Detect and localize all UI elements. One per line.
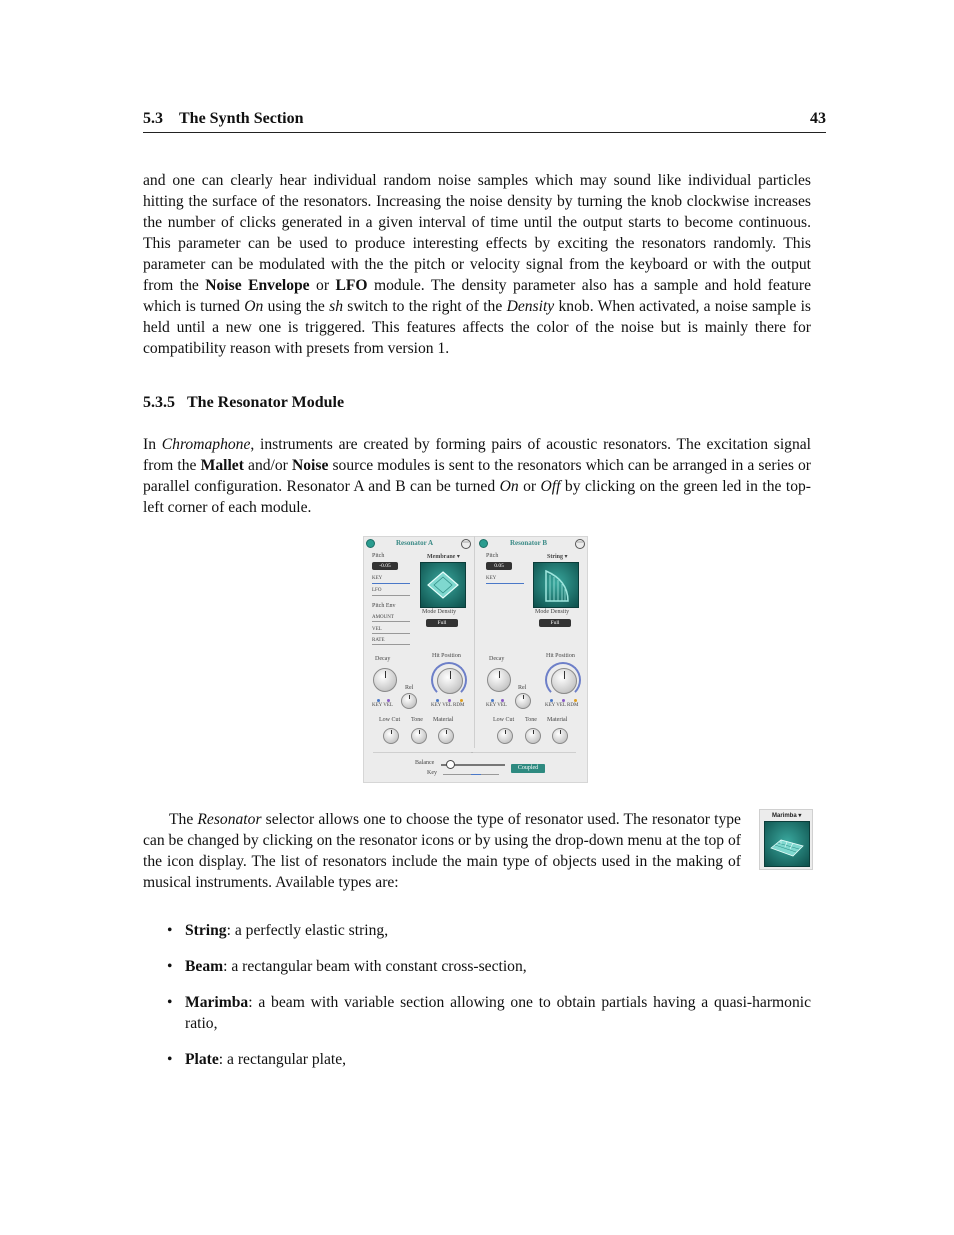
resonator-a-vel-label: VEL (372, 627, 382, 632)
text-run: knob. When activated, a noise sample is held until a new one is triggered. This features affects the color of the noise but is mainly there for compatibility reason with presets from version 1. (143, 298, 811, 357)
text-run: On (244, 298, 264, 315)
resonator-b-hit-vel-dot (562, 699, 565, 702)
resonator-a-lfo-slider[interactable] (372, 595, 410, 596)
text-run: module. The density parameter also has a sample and hold feature which is turned (143, 277, 811, 315)
resonator-a-type-dropdown[interactable]: Membrane ▾ (427, 554, 460, 560)
resonator-b-key-slider[interactable] (486, 583, 524, 584)
resonator-b-material-label: Material (547, 717, 568, 723)
resonator-a-hit-vel-dot (448, 699, 451, 702)
resonator-a-vel-dot (387, 699, 390, 702)
resonator-b-hit-rdm-dot (574, 699, 577, 702)
type-description: : a rectangular plate, (218, 1051, 347, 1068)
text-run: or (518, 478, 541, 495)
resonator-b-decay-mod-labels: KEY VEL (486, 703, 507, 708)
coupled-button[interactable]: Coupled (511, 764, 545, 773)
resonator-a-mode-density-label: Mode Density (422, 609, 457, 615)
text-run: Mallet (200, 457, 244, 474)
text-run: switch to the right of the (343, 298, 507, 315)
resonator-a-hit-position-label: Hit Position (432, 653, 461, 659)
running-header (143, 110, 826, 133)
resonator-a-hit-position-knob[interactable] (437, 668, 463, 694)
resonator-b-decay-label: Decay (489, 656, 505, 662)
subsection-title: The Resonator Module (187, 394, 345, 411)
list-item: • Plate: a rectangular plate, (167, 1051, 347, 1068)
resonator-a-key-label: KEY (372, 576, 383, 581)
text-run: Chromaphone (161, 436, 251, 453)
resonator-a-decay-knob[interactable] (373, 668, 397, 692)
balance-key-amount (471, 774, 481, 775)
resonator-b-pitch-label: Pitch (486, 553, 499, 559)
resonator-b-menu-icon[interactable]: ⋯ (575, 539, 585, 549)
list-item: • Marimba: a beam with variable section allowing one to obtain partials having a quasi-harmonic ratio, (167, 994, 811, 1032)
text-run: LFO (335, 277, 368, 294)
resonator-a-rel-knob[interactable] (401, 693, 417, 709)
resonator-a-amount-slider[interactable] (372, 621, 410, 622)
resonator-b-vel-dot (501, 699, 504, 702)
balance-slider-thumb[interactable] (446, 760, 455, 769)
resonator-a-pitch-label: Pitch (372, 553, 385, 559)
subsection-heading (143, 394, 344, 412)
text-run: Density (506, 298, 555, 315)
resonator-a-tone-knob[interactable] (411, 728, 427, 744)
resonator-b-rel-knob[interactable] (515, 693, 531, 709)
paragraph-resonator-intro (143, 434, 811, 518)
marimba-icon[interactable] (764, 821, 810, 867)
type-description: : a perfectly elastic string, (226, 922, 389, 939)
text-run: or (309, 277, 336, 294)
resonator-b-type-dropdown[interactable]: String ▾ (547, 554, 568, 560)
resonator-a-low-cut-knob[interactable] (383, 728, 399, 744)
resonator-a-material-knob[interactable] (438, 728, 454, 744)
resonator-a-rate-label: RATE (372, 638, 385, 643)
text-run: sh (329, 298, 343, 315)
text-run: The (169, 811, 198, 828)
resonator-b-hit-position-label: Hit Position (546, 653, 575, 659)
balance-separator (373, 752, 576, 753)
panel-divider (474, 536, 475, 748)
marimba-selector-figure (759, 809, 813, 870)
resonator-a-key-dot (377, 699, 380, 702)
resonator-a-low-cut-label: Low Cut (379, 717, 401, 723)
resonator-a-key-slider[interactable] (372, 583, 410, 584)
resonator-a-density-value[interactable]: Full (426, 619, 458, 627)
type-name: Plate (185, 1051, 219, 1068)
resonator-a-rel-label: Rel (405, 685, 414, 691)
resonator-a-decay-mod-labels: KEY VEL (372, 703, 393, 708)
type-description: : a rectangular beam with constant cross-section, (223, 958, 527, 975)
section-title: 5.3 The Synth Section (143, 110, 304, 127)
marimba-type-dropdown[interactable]: Marimba ▾ (772, 813, 802, 819)
resonator-a-lfo-label: LFO (372, 588, 382, 593)
page-number: 43 (810, 110, 826, 127)
resonator-b-low-cut-knob[interactable] (497, 728, 513, 744)
resonator-b-hit-position-knob[interactable] (551, 668, 577, 694)
type-name: Marimba (185, 994, 249, 1011)
resonator-b-tone-label: Tone (525, 717, 537, 723)
text-run: by clicking on the green led in the top-left corner of each module. (143, 478, 811, 516)
text-run: On (499, 478, 519, 495)
resonator-a-pitch-value[interactable]: -0.05 (372, 562, 398, 570)
subsection-number: 5.3.5 (143, 394, 175, 411)
resonator-b-material-knob[interactable] (552, 728, 568, 744)
resonator-a-decay-label: Decay (375, 656, 391, 662)
text-run: Noise (291, 457, 329, 474)
resonator-a-hit-rdm-dot (460, 699, 463, 702)
resonator-b-density-value[interactable]: Full (539, 619, 571, 627)
text-run: Noise Envelope (205, 277, 310, 294)
resonator-a-vel-slider[interactable] (372, 633, 410, 634)
resonator-b-decay-knob[interactable] (487, 668, 511, 692)
text-run: and/or (243, 457, 292, 474)
resonator-a-material-label: Material (433, 717, 454, 723)
balance-key-label: Key (427, 770, 437, 776)
resonator-b-hit-mod-labels: KEY VEL RDM (545, 703, 579, 708)
resonator-b-led[interactable] (479, 539, 488, 548)
type-name: Beam (185, 958, 224, 975)
resonator-a-amount-label: AMOUNT (372, 615, 394, 620)
resonator-a-rate-slider[interactable] (372, 644, 410, 645)
text-run: Off (540, 478, 561, 495)
membrane-icon[interactable] (420, 562, 466, 608)
text-run: In (143, 436, 162, 453)
resonator-a-title: Resonator A (396, 539, 434, 547)
text-run: using the (263, 298, 330, 315)
paragraph-noise-density (143, 170, 811, 359)
resonator-b-hit-key-dot (550, 699, 553, 702)
resonator-b-tone-knob[interactable] (525, 728, 541, 744)
text-run: source modules is sent to the resonators which can be arranged in a series or parallel configuration. Resonator A and B can be turned (143, 457, 811, 495)
resonator-a-hit-key-dot (436, 699, 439, 702)
text-run: selector allows one to choose the type of resonator used. The resonator type can be changed by clicking on the resonator icons or by using the drop-down menu at the top of the icon display. The list of resonators include the main type of objects used in the making of musical instruments. Available types are: (143, 811, 741, 891)
resonator-b-pitch-value[interactable]: 0.05 (486, 562, 512, 570)
paragraph-resonator-selector (143, 809, 741, 893)
text-run: and one can clearly hear individual random noise samples which may sound like individual particles hitting the surface of the resonators. Increasing the noise density by turning the knob clockwise increases the number of clicks generated in a given interval of time until the output starts to become continuous. This parameter can be used to produce interesting effects by exciting the resonators randomly. This parameter can be modulated with the the pitch or velocity signal from the keyboard or with the output from the (143, 172, 811, 294)
type-name: String (185, 922, 227, 939)
balance-label: Balance (415, 760, 435, 766)
resonator-b-low-cut-label: Low Cut (493, 717, 515, 723)
harp-icon[interactable] (533, 562, 579, 608)
resonator-b-key-label: KEY (486, 576, 497, 581)
resonator-b-title: Resonator B (510, 539, 548, 547)
text-run: , instruments are created by forming pairs of acoustic resonators. The excitation signal from the (143, 436, 811, 474)
resonator-b-rel-label: Rel (518, 685, 527, 691)
resonator-a-hit-mod-labels: KEY VEL RDM (431, 703, 465, 708)
resonator-b-mode-density-label: Mode Density (535, 609, 570, 615)
resonator-a-menu-icon[interactable]: ⋯ (461, 539, 471, 549)
list-item: • Beam: a rectangular beam with constant cross-section, (167, 958, 527, 975)
resonator-a-tone-label: Tone (411, 717, 423, 723)
balance-center-marker: ˙ (471, 752, 473, 758)
resonator-a-pitch-env-label: Pitch Env (372, 603, 396, 609)
resonator-b-key-dot (491, 699, 494, 702)
resonator-a-led[interactable] (366, 539, 375, 548)
list-item: • String: a perfectly elastic string, (167, 922, 389, 939)
resonator-type-list (163, 920, 811, 1085)
type-description: : a beam with variable section allowing one to obtain partials having a quasi-harmonic ratio, (185, 994, 811, 1032)
text-run: Resonator (197, 811, 262, 828)
